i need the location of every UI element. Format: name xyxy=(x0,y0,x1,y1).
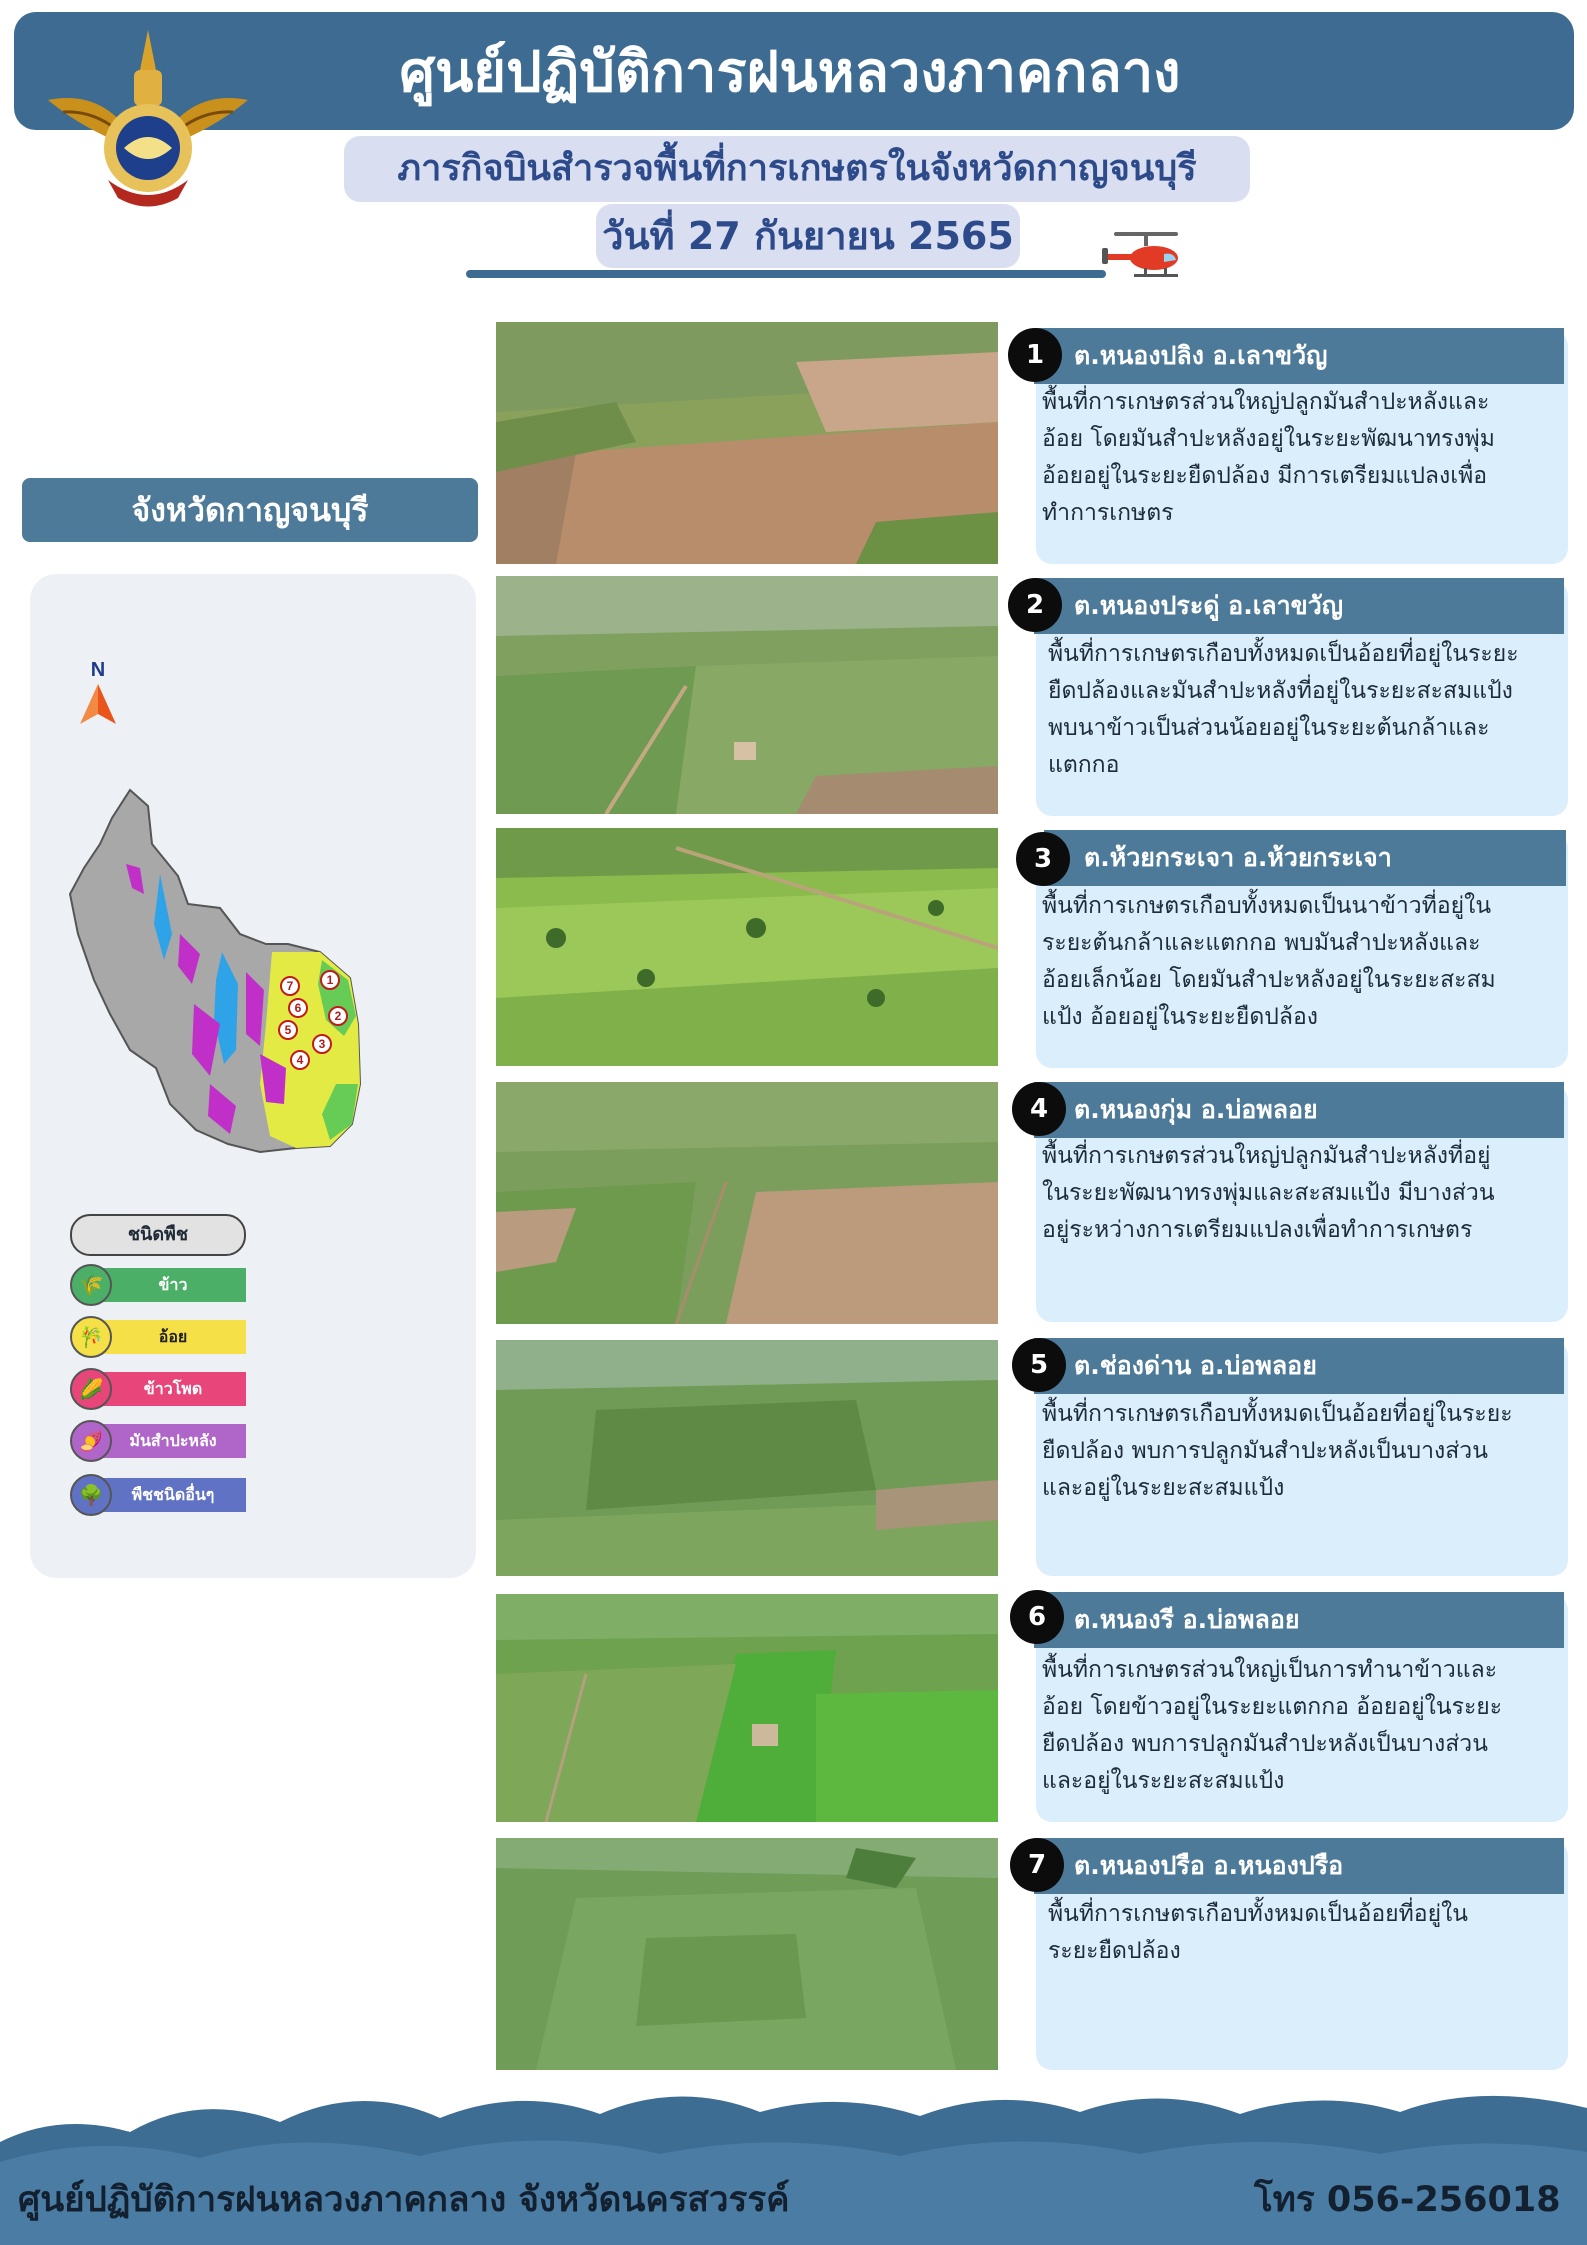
royal-rainmaking-emblem xyxy=(38,30,258,215)
sugarcane-icon: 🎋 xyxy=(70,1316,112,1358)
legend-title: ชนิดพืช xyxy=(70,1214,246,1256)
aerial-photo-1 xyxy=(496,322,998,564)
aerial-photo-3 xyxy=(496,828,998,1066)
page-title: ศูนย์ปฏิบัติการฝนหลวงภาคกลาง xyxy=(399,40,1181,105)
tree-icon: 🌳 xyxy=(70,1474,112,1516)
map-marker-4: 4 xyxy=(296,1053,304,1067)
entry-number-5: 5 xyxy=(1012,1338,1066,1392)
entry-location-4: ต.หนองกุ่ม อ.บ่อพลอย xyxy=(1034,1082,1564,1138)
entry-text-6: พื้นที่การเกษตรส่วนใหญ่เป็นการทำนาข้าวและ อ้อย โดยข้าวอยู่ในระยะแตกกอ อ้อยอยู่ในระยะ ยืดปล้อง พบการปลูกมันสำปะหลังเป็นบางส่วน และอยู่ในระยะสะสมแป้ง xyxy=(1042,1657,1503,1794)
legend-label: ข้าว xyxy=(100,1268,246,1302)
entry-location-2: ต.หนองประดู่ อ.เลาขวัญ xyxy=(1034,578,1564,634)
date-underline xyxy=(466,270,1106,278)
entry-location-7: ต.หนองปรือ อ.หนองปรือ xyxy=(1034,1838,1564,1894)
rice-icon: 🌾 xyxy=(70,1264,112,1306)
entry-number-6: 6 xyxy=(1010,1590,1064,1644)
entry-number-4: 4 xyxy=(1012,1082,1066,1136)
legend-label: อ้อย xyxy=(100,1320,246,1354)
entry-text-4: พื้นที่การเกษตรส่วนใหญ่ปลูกมันสำปะหลังที่อยู่ ในระยะพัฒนาทรงพุ่มและสะสมแป้ง มีบางส่วน อยู่ระหว่างการเตรียมแปลงเพื่อทำการเกษตร xyxy=(1042,1143,1495,1243)
entry-text-1: พื้นที่การเกษตรส่วนใหญ่ปลูกมันสำปะหลังและ อ้อย โดยมันสำปะหลังอยู่ในระยะพัฒนาทรงพุ่ม อ้อยอยู่ในระยะยืดปล้อง มีการเตรียมแปลงเพื่อ ทำการเกษตร xyxy=(1042,389,1495,526)
map-marker-2: 2 xyxy=(334,1009,342,1023)
legend-item-other xyxy=(70,1478,246,1512)
entry-location-3: ต.ห้วยกระเจา อ.ห้วยกระเจา xyxy=(1044,830,1566,886)
north-arrow-icon xyxy=(76,658,120,728)
entry-text-2: พื้นที่การเกษตรเกือบทั้งหมดเป็นอ้อยที่อยู่ในระยะ ยืดปล้องและมันสำปะหลังที่อยู่ในระยะสะสมแป้ง พบนาข้าวเป็นส่วนน้อยอยู่ในระยะต้นกล้าและ แตกกอ xyxy=(1048,641,1519,778)
aerial-photo-7 xyxy=(496,1838,998,2070)
map-marker-3: 3 xyxy=(318,1037,326,1051)
entry-location-1: ต.หนองปลิง อ.เลาขวัญ xyxy=(1034,328,1564,384)
province-label: จังหวัดกาญจนบุรี xyxy=(22,478,478,542)
legend-item-cassava xyxy=(70,1424,246,1458)
entry-number-1: 1 xyxy=(1008,328,1062,382)
entry-number-2: 2 xyxy=(1008,578,1062,632)
mission-date: วันที่ 27 กันยายน 2565 xyxy=(596,204,1020,268)
entry-number-7: 7 xyxy=(1010,1838,1064,1892)
map-marker-6: 6 xyxy=(294,1001,302,1015)
legend-item-sugarcane xyxy=(70,1320,246,1354)
map-marker-5: 5 xyxy=(284,1023,292,1037)
legend-item-rice xyxy=(70,1268,246,1302)
province-map xyxy=(60,784,430,1164)
north-label: N xyxy=(90,659,106,681)
entry-location-6: ต.หนองรี อ.บ่อพลอย xyxy=(1034,1592,1564,1648)
legend-label: ข้าวโพด xyxy=(100,1372,246,1406)
footer-phone: โทร 056-256018 xyxy=(1254,2180,1561,2220)
aerial-photo-2 xyxy=(496,576,998,814)
entry-text-5: พื้นที่การเกษตรเกือบทั้งหมดเป็นอ้อยที่อยู่ในระยะ ยืดปล้อง พบการปลูกมันสำปะหลังเป็นบางส่วน และอยู่ในระยะสะสมแป้ง xyxy=(1042,1401,1513,1501)
map-marker-1: 1 xyxy=(326,973,334,987)
aerial-photo-6 xyxy=(496,1594,998,1822)
helicopter-icon xyxy=(1100,228,1192,288)
map-marker-7: 7 xyxy=(286,979,294,993)
legend-label: พืชชนิดอื่นๆ xyxy=(100,1478,246,1512)
aerial-photo-4 xyxy=(496,1082,998,1324)
legend-label: มันสำปะหลัง xyxy=(100,1424,246,1458)
aerial-photo-5 xyxy=(496,1340,998,1576)
entry-number-3: 3 xyxy=(1016,832,1070,886)
entry-text-7: พื้นที่การเกษตรเกือบทั้งหมดเป็นอ้อยที่อยู่ใน ระยะยืดปล้อง xyxy=(1048,1901,1469,1964)
footer-organization: ศูนย์ปฏิบัติการฝนหลวงภาคกลาง จังหวัดนครสวรรค์ xyxy=(18,2180,790,2220)
corn-icon: 🌽 xyxy=(70,1368,112,1410)
cassava-icon: 🍠 xyxy=(70,1420,112,1462)
map-panel xyxy=(30,574,476,1578)
mission-subtitle: ภารกิจบินสำรวจพื้นที่การเกษตรในจังหวัดกาญจนบุรี xyxy=(344,136,1250,202)
entry-text-3: พื้นที่การเกษตรเกือบทั้งหมดเป็นนาข้าวที่อยู่ใน ระยะต้นกล้าและแตกกอ พบมันสำปะหลังและ อ้อยเล็กน้อย โดยมันสำปะหลังอยู่ในระยะสะสม แป้ง อ้อยอยู่ในระยะยืดปล้อง xyxy=(1042,893,1496,1030)
legend-item-corn xyxy=(70,1372,246,1406)
entry-location-5: ต.ช่องด่าน อ.บ่อพลอย xyxy=(1034,1338,1564,1394)
